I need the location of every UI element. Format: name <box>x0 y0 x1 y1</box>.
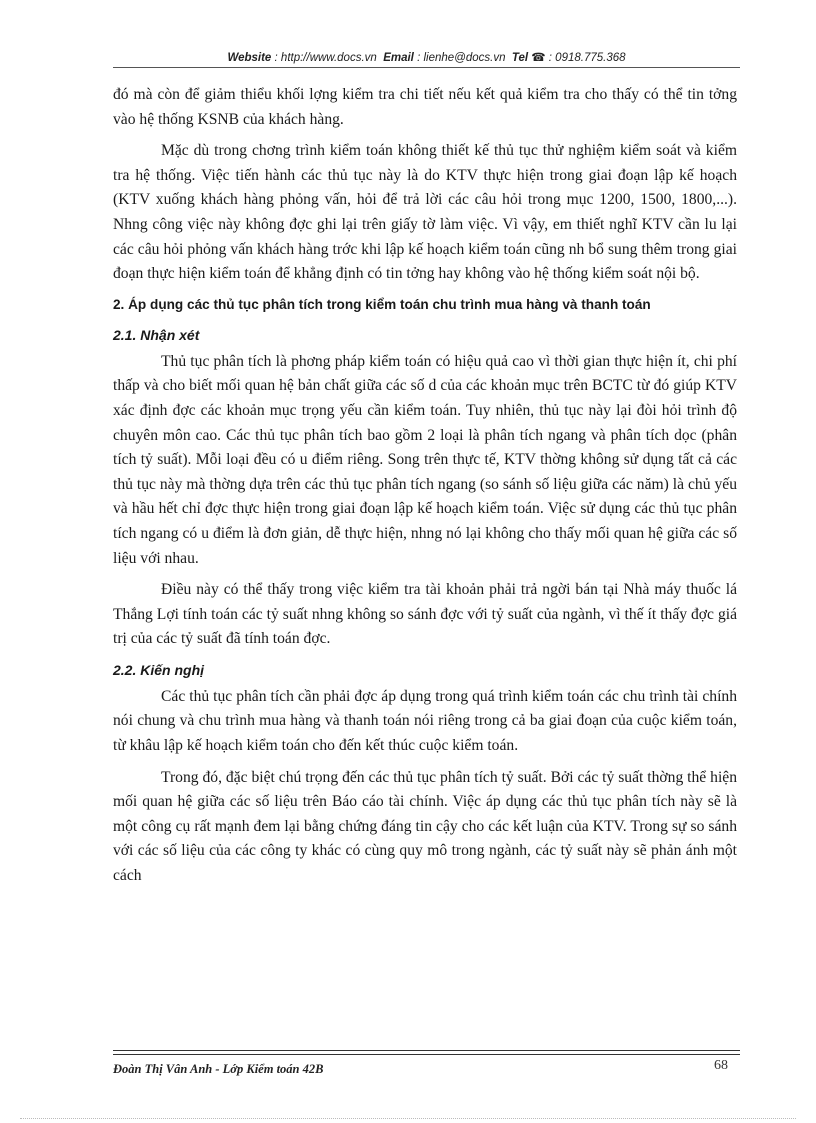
email-value: : lienhe@docs.vn <box>417 52 506 64</box>
phone-icon: ☎ <box>531 52 546 64</box>
header-divider <box>113 67 740 68</box>
paragraph: Các thủ tục phân tích cần phải đợc áp dụng trong quá trình kiểm toán các chu trình tài chính nói chung và chu trình mua hàng và thanh toán nói riêng trong cả ba giai đoạn của cuộc kiểm toán, từ khâu lập kế hoạch kiểm toán cho đến kết thúc cuộc kiểm toán. <box>113 687 737 755</box>
email-label: Email <box>383 52 414 64</box>
footer-divider-secondary <box>113 1054 740 1055</box>
section-2-2-heading: 2.2. Kiến nghị <box>113 661 205 678</box>
page-bottom-border <box>20 1118 796 1119</box>
website-label: Website <box>227 52 272 64</box>
website-value: : http://www.docs.vn <box>274 52 377 64</box>
paragraph: Mặc dù trong chơng trình kiểm toán không thiết kế thủ tục thử nghiệm kiểm soát và kiểm tra hệ thống. Việc tiến hành các thủ tục này là do KTV thực hiện trong giai đoạn lập kế hoạch (KTV xuống khách hàng phỏng vấn, hỏi để trả lời các câu hỏi trong mục 1200, 1500, 1800,...). Nhng công việc này không đợc ghi lại trên giấy tờ làm việc. Vì vậy, em thiết nghĩ KTV cần lu lại các câu hỏi phỏng vấn khách hàng trớc khi lập kế hoạch kiểm toán cũng nh bổ sung thêm trong giai đoạn thực hiện kiểm toán để khẳng định có tin tởng hay không vào hệ thống kiểm soát nội bộ. <box>113 142 737 283</box>
section-2-heading: 2. Áp dụng các thủ tục phân tích trong kiểm toán chu trình mua hàng và thanh toán <box>113 296 651 312</box>
tel-label: Tel <box>511 52 529 64</box>
section-2-1-heading: 2.1. Nhận xét <box>113 326 200 343</box>
footer-divider <box>113 1050 740 1051</box>
paragraph: Điều này có thể thấy trong việc kiểm tra tài khoản phải trả ngời bán tại Nhà máy thuốc lá Thắng Lợi tính toán các tỷ suất nhng không so sánh đợc với tỷ suất của ngành, vì thế ít thấy đợc giá trị của các tỷ suất đã tính toán đợc. <box>113 581 737 648</box>
paragraph: Trong đó, đặc biệt chú trọng đến các thủ tục phân tích tỷ suất. Bởi các tỷ suất thờng thể hiện mối quan hệ giữa các số liệu trên Báo cáo tài chính. Việc áp dụng các thủ tục phân tích này sẽ là một công cụ rất mạnh đem lại bằng chứng đáng tin cậy cho các kết luận của KTV. Trong sự so sánh với các số liệu của các công ty khác có cùng quy mô trong ngành, các tỷ suất này sẽ phản ánh một cách <box>113 768 737 885</box>
page-number: 68 <box>714 1058 728 1073</box>
footer-author: Đoàn Thị Vân Anh - Lớp Kiểm toán 42B <box>113 1062 324 1076</box>
document-body <box>113 83 737 896</box>
tel-value: : 0918.775.368 <box>548 52 626 64</box>
paragraph: đó mà còn để giảm thiểu khối lợng kiểm tra chi tiết nếu kết quả kiểm tra cho thấy có thể tin tởng vào hệ thống KSNB của khách hàng. <box>113 86 737 128</box>
page-header <box>113 50 740 64</box>
paragraph: Thủ tục phân tích là phơng pháp kiểm toán có hiệu quả cao vì thời gian thực hiện ít, chi phí thấp và cho biết mối quan hệ bản chất giữa các số d của các khoản mục trên BCTC từ đó giúp KTV xác định đợc các khoản mục trọng yếu cần kiểm toán. Tuy nhiên, thủ tục này lại đòi hỏi trình độ chuyên môn cao. Các thủ tục phân tích bao gồm 2 loại là phân tích ngang và phân tích dọc (phân tích tỷ suất). Mỗi loại đều có u điểm riêng. Song trên thực tế, KTV thờng không sử dụng tất cả các thủ tục này mà thờng dựa trên các thủ tục phân tích ngang (so sánh số liệu giữa các năm) là chủ yếu và hầu hết chỉ đợc thực hiện trong giai đoạn lập kế hoạch kiểm toán. Việc sử dụng các thủ tục phân tích ngang có u điểm là đơn giản, dễ thực hiện, nhng nó lại không cho thấy mối quan hệ giữa các số liệu với nhau. <box>113 352 737 567</box>
